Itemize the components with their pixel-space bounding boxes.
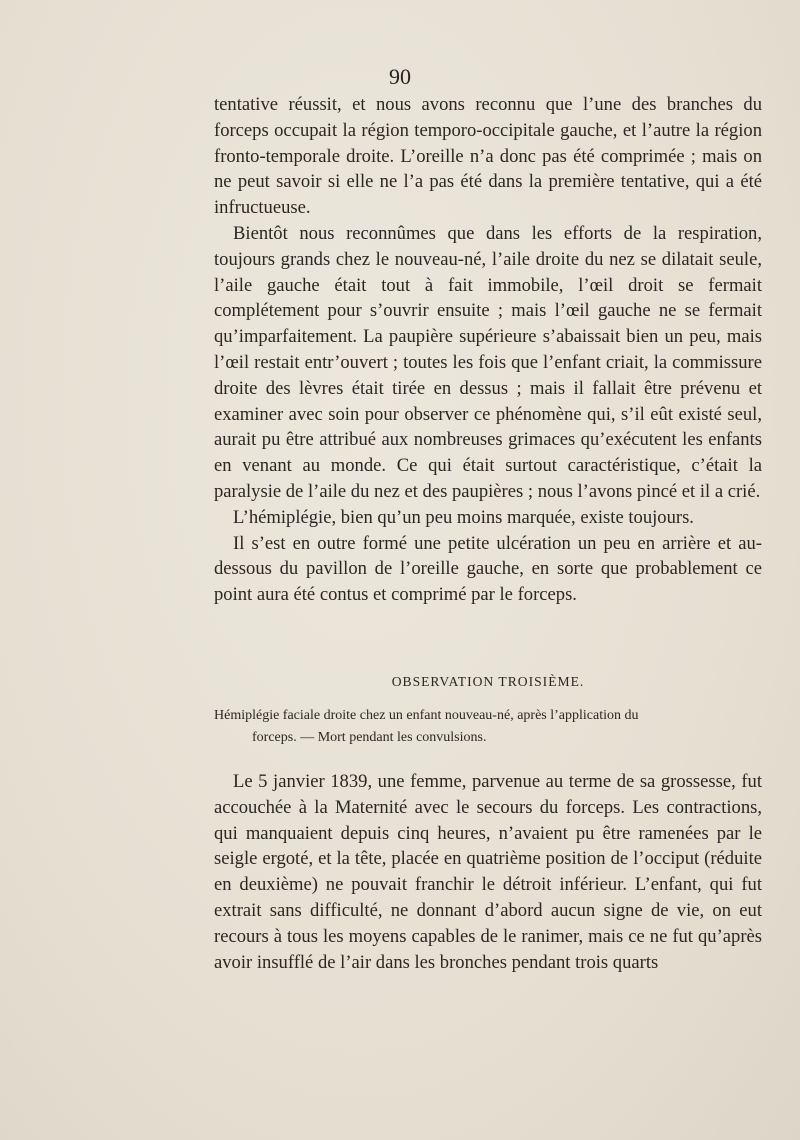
text-block-top (214, 92, 762, 608)
paragraph-respiration: Bientôt nous reconnûmes que dans les efforts de la respiration, toujours grands chez le nouveau-né, l’aile droite du nez se dilatait seule, l’aile gauche était tout à fait immobile, l’œil droit se fermait complétement pour s’ouvrir ensuite ; mais l’œil gauche ne se fermait qu’imparfaitement. La paupière supérieure s’abaissait bien un peu, mais l’œil restait entr’ouvert ; toutes les fois que l’enfant criait, la commissure droite des lèvres était tirée en dessus ; mais il fallait être prévenu et examiner avec soin pour observer ce phénomène qui, s’il eût existé seul, aurait pu être attribué aux nombreuses grimaces qu’exécutent les enfants en venant au monde. Ce qui était surtout caractéristique, c’était la paralysie de l’aile du nez et des paupières ; nous l’avons pincé et il a crié. (214, 222, 762, 502)
paragraph-ulceration: Il s’est en outre formé une petite ulcération un peu en arrière et au-dessous du pavillon de l’oreille gauche, en sorte que probablement ce point aura été contus et comprimé par le forceps. (214, 532, 762, 606)
page-number: 90 (389, 64, 411, 89)
observation-summary (214, 705, 762, 748)
paragraph-hemiplegie: L’hémiplégie, bien qu’un peu moins marquée, existe toujours. (233, 506, 694, 528)
paragraph-observation: Le 5 janvier 1839, une femme, parvenue au terme de sa grossesse, fut accouchée à la Maternité avec le secours du forceps. Les contractions, qui manquaient depuis cinq heures, n’avaient pu être ramenées par le seigle ergoté, et la tête, placée en quatrième position de l’occiput (réduite en deuxième) ne pouvait franchir le détroit inférieur. L’enfant, qui fut extrait sans difficulté, ne donnant d’abord aucun signe de vie, on eut recours à tous les moyens capables de le ranimer, mais ce ne fut qu’après avoir insufflé de l’air dans les bronches pendant trois quarts (214, 771, 762, 973)
paragraph-continuation: tentative réussit, et nous avons reconnu que l’une des branches du forceps occupait la région temporo-occipitale gauche, et l’autre la région fronto-temporale droite. L’oreille n’a donc pas été comprimée ; mais on ne peut savoir si elle ne l’a pas été dans la première tentative, qui a été infructueuse. (214, 94, 762, 219)
text-block-bottom (214, 769, 762, 975)
summary-line-1: Hémiplégie faciale droite chez un enfant nouveau-né, après l’application du (214, 708, 639, 723)
summary-line-2: forceps. — Mort pendant les convulsions. (252, 729, 487, 745)
observation-heading: OBSERVATION TROISIÈME. (391, 674, 585, 689)
